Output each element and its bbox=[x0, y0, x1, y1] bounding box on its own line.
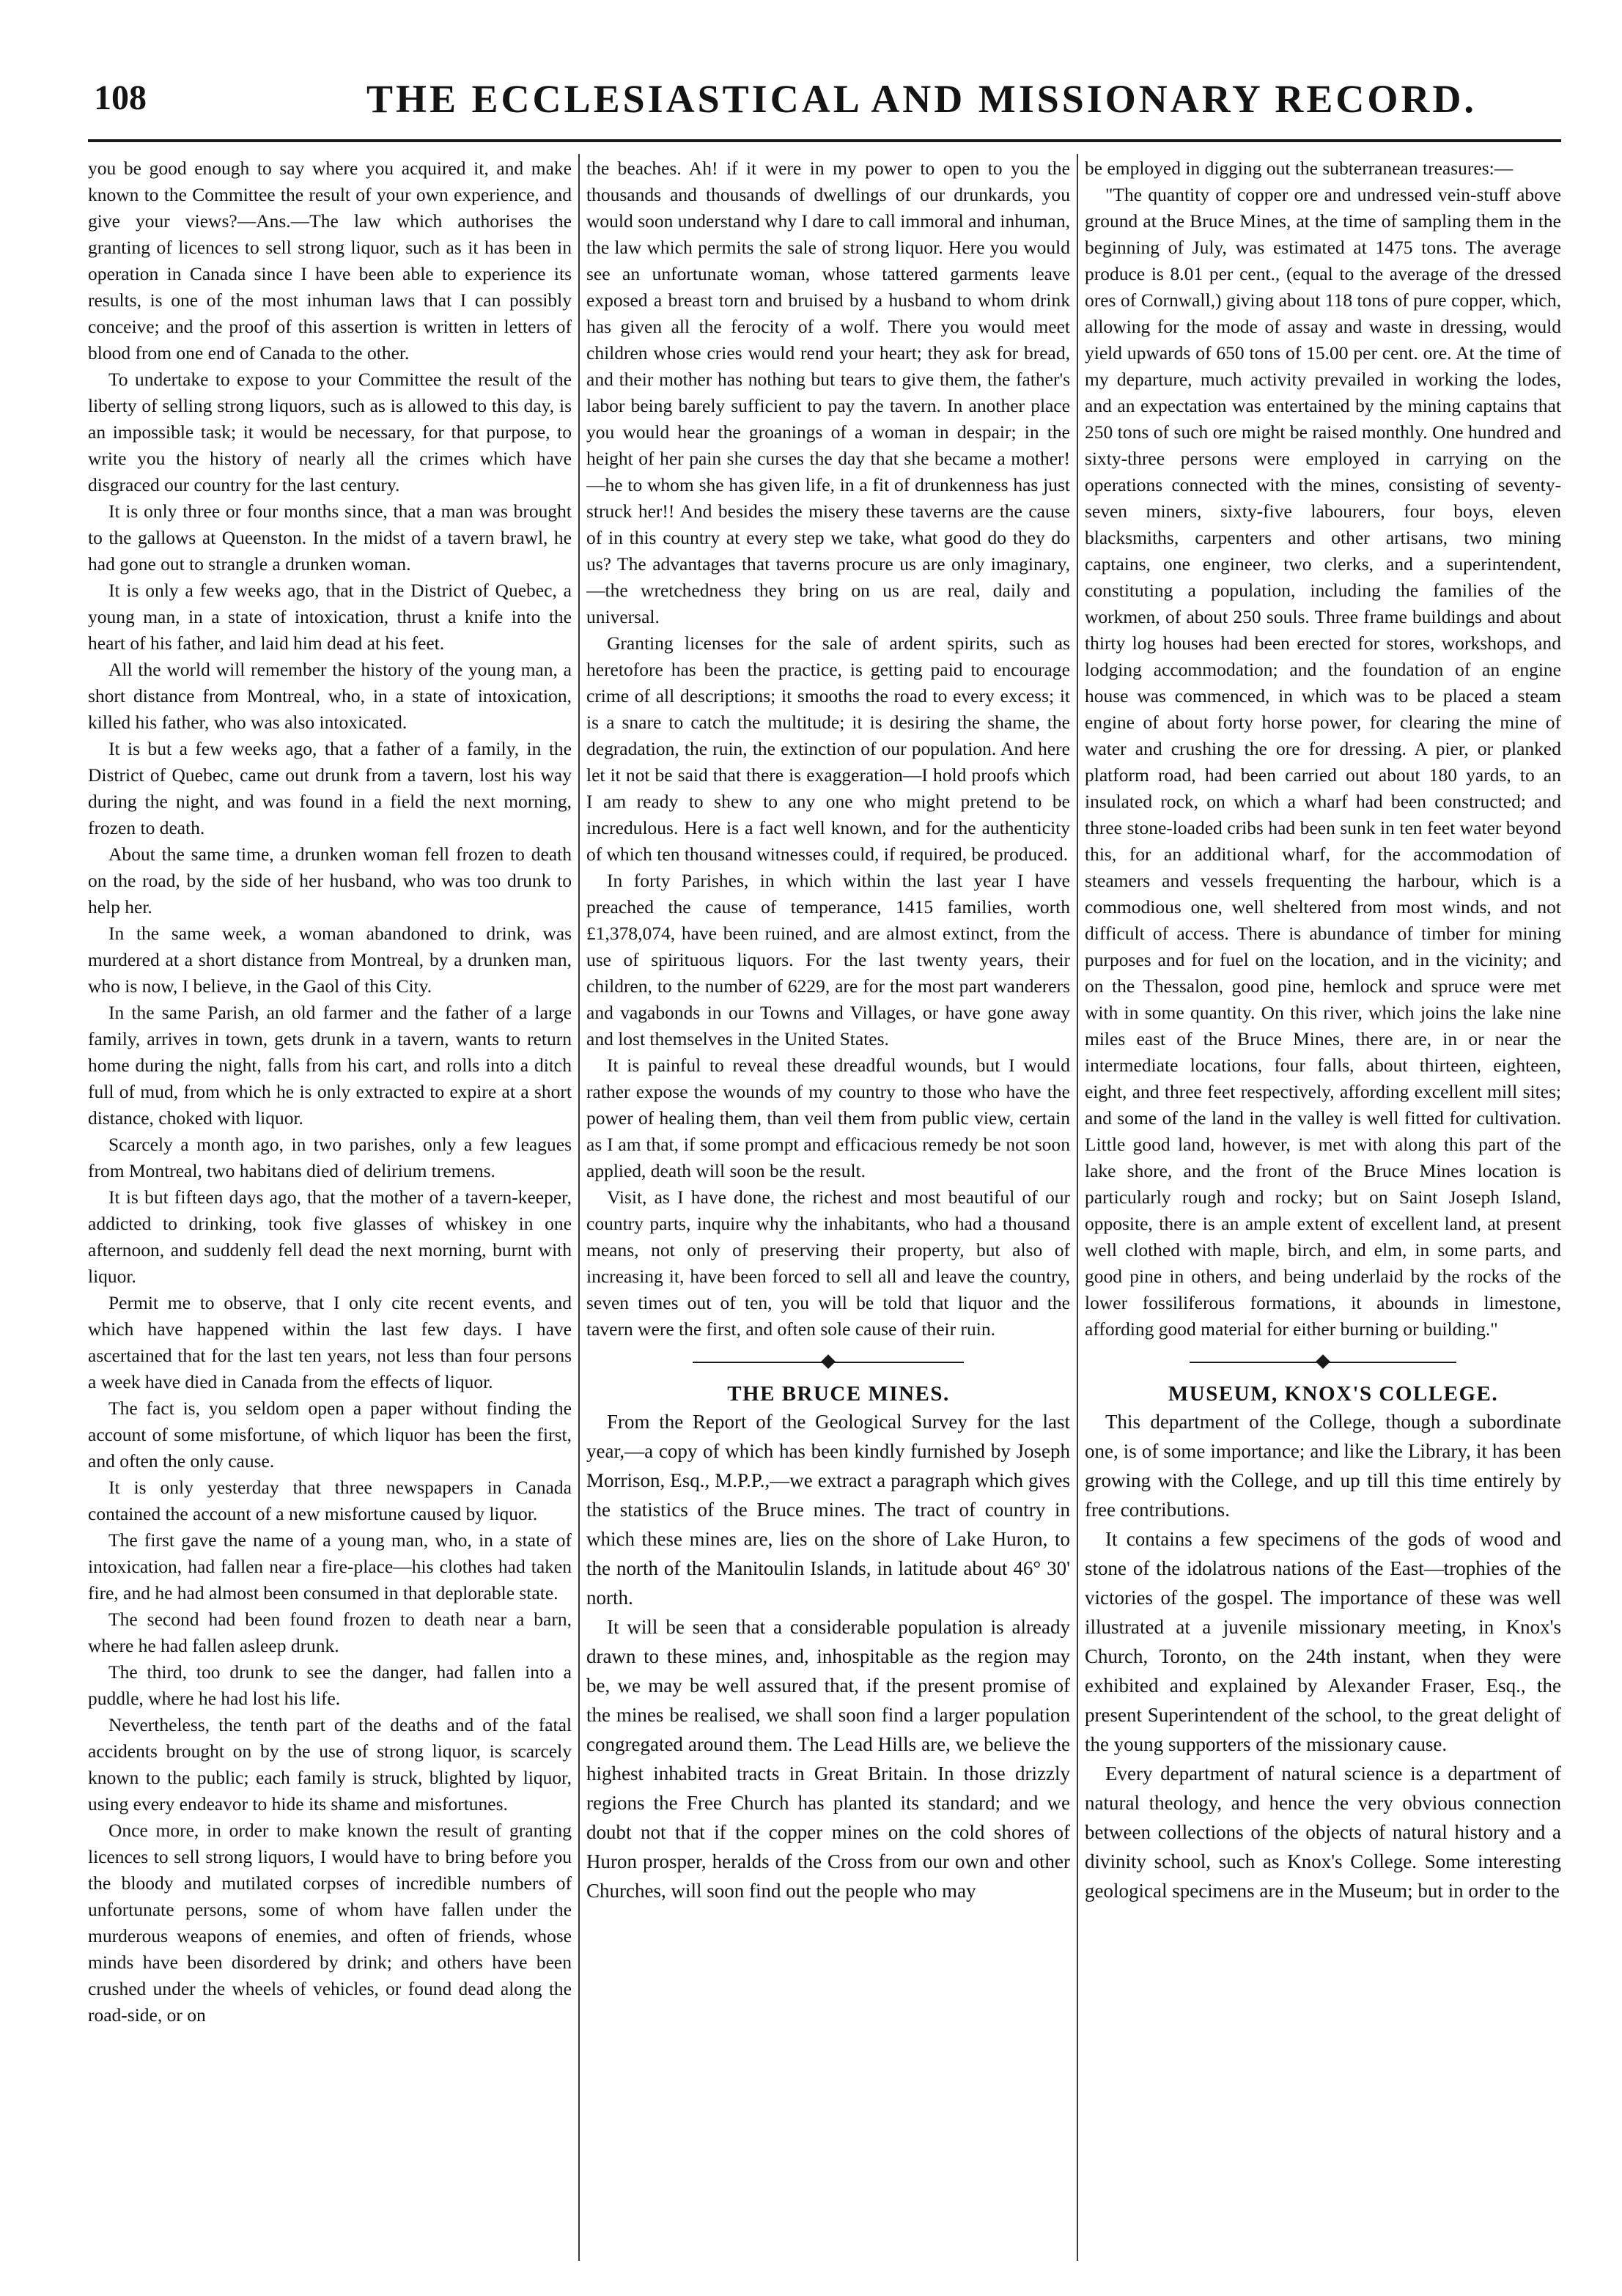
paragraph: Permit me to observe, that I only cite recent events, and which have happened within the last few days. I have ascertained that for the last ten years, not less than four persons a week have died in Canada from the effects of liquor. bbox=[88, 1292, 572, 1392]
paragraph: Every department of natural science is a department of natural theology, and hence the very obvious connection between collections of the objects of natural history and a divinity school, such as Knox's College. Some interesting geological specimens are in the Museum; but in order to the bbox=[1085, 1762, 1561, 1902]
paragraph: It will be seen that a considerable population is already drawn to these mines, and, inhospitable as the region may be, we may be well assured that, if the present promise of the mines be realised, we shall soon find a larger population congregated around them. The Lead Hills are, we believe the highest inhabited tracts in Great Britain. In those drizzly regions the Free Church has planted its standard; and we doubt not that if the copper mines on the cold shores of Huron prosper, heralds of the Cross from our own and other Churches, will soon find out the people who may bbox=[586, 1616, 1070, 1902]
paragraph: It is only three or four months since, that a man was brought to the gallows at Queenston. In the midst of a tavern brawl, he had gone out to strangle a drunken woman. bbox=[88, 501, 572, 575]
paragraph: The first gave the name of a young man, who, in a state of intoxication, had fallen near a fire-place—his clothes had taken fire, and he had almost been consumed in that deplorable state. bbox=[88, 1529, 572, 1603]
paragraph: It is but a few weeks ago, that a father of a family, in the District of Quebec, came out drunk from a tavern, lost his way during the night, and was found in a field the next morning, frozen to death. bbox=[88, 738, 572, 838]
paragraph: you be good enough to say where you acquired it, and make known to the Committee the result of your own experience, and give your views?—Ans.—The law which authorises the granting of licences to sell strong liquor, such as it has been in operation in Canada since I have been able to experience its results, is one of the most inhuman laws that I can possibly conceive; and the proof of this assertion is written in letters of blood from one end of Canada to the other. bbox=[88, 158, 572, 363]
paragraph: It is only a few weeks ago, that in the District of Quebec, a young man, in a state of intoxication, thrust a knife into the heart of his father, and laid him dead at his feet. bbox=[88, 580, 572, 654]
paragraph: This department of the College, though a subordinate one, is of some importance; and like the Library, it has been growing with the College, and up till this time entirely by free contributions. bbox=[1085, 1411, 1561, 1521]
paragraph: It is painful to reveal these dreadful wounds, but I would rather expose the wounds of my country to those who have the power of healing them, than veil them from public view, certain as I am that, if some prompt and efficacious remedy be not soon applied, death will soon be the result. bbox=[586, 1055, 1070, 1181]
paragraph: Once more, in order to make known the result of granting licences to sell strong liquors, I would have to bring before you the bloody and mutilated corpses of incredible numbers of unfortunate persons, some of whom have fallen under the murderous weapons of enemies, and often of friends, whose minds have been disordered by drink; and others have been crushed under the wheels of vehicles, or found dead along the road-side, or on bbox=[88, 1820, 572, 2026]
paragraph: be employed in digging out the subterranean treasures:— bbox=[1085, 158, 1514, 179]
column-divider-1 bbox=[578, 154, 580, 2261]
column-3 bbox=[1085, 155, 1561, 2259]
section-heading-museum: MUSEUM, KNOX'S COLLEGE. bbox=[1168, 1382, 1499, 1406]
section-ornament bbox=[586, 1353, 1070, 1372]
paragraph: In the same Parish, an old farmer and the father of a large family, arrives in town, gets drunk in a tavern, wants to return home during the night, falls from his cart, and rolls into a ditch full of mud, from which he is only extracted to expire at a short distance, choked with liquor. bbox=[88, 1002, 572, 1129]
column-2 bbox=[586, 155, 1070, 2259]
paragraph: The fact is, you seldom open a paper without finding the account of some misfortune, of which liquor has been the first, and often the only cause. bbox=[88, 1398, 572, 1472]
paragraph: the beaches. Ah! if it were in my power to open to you the thousands and thousands of dwellings of our drunkards, you would soon understand why I dare to call immoral and inhuman, the law which permits the sale of strong liquor. Here you would see an unfortunate woman, whose tattered garments leave exposed a breast torn and bruised by a husband to whom drink has given all the ferocity of a wolf. There you would meet children whose cries would rend your heart; they ask for bread, and their mother has nothing but tears to give them, the father's labor being barely sufficient to pay the tavern. In another place you would hear the groanings of a woman in despair; in the height of her pain she curses the day that she became a mother!—he to whom she has given life, in a fit of drunkenness has just struck her!! And besides the misery these taverns are the cause of in this country at every step we take, what good do they do us? The advantages that taverns procure us are only imaginary,—the wretchedness they bring on us are real, daily and universal. bbox=[586, 158, 1070, 627]
paragraph: From the Report of the Geological Survey for the last year,—a copy of which has been kindly furnished by Joseph Morrison, Esq., M.P.P.,—we extract a paragraph which gives the statistics of the Bruce mines. The tract of country in which these mines are, lies on the shore of Lake Huron, to the north of the Manitoulin Islands, in latitude about 46° 30' north. bbox=[586, 1411, 1070, 1609]
paragraph: Nevertheless, the tenth part of the deaths and of the fatal accidents brought on by the use of strong liquor, is scarcely known to the public; each family is struck, blighted by liquor, using every endeavor to hide its shame and misfortunes. bbox=[88, 1714, 572, 1815]
paragraph: It is only yesterday that three newspapers in Canada contained the account of a new misfortune caused by liquor. bbox=[88, 1477, 572, 1524]
ornament-diamond bbox=[821, 1354, 836, 1369]
paragraph: It is but fifteen days ago, that the mother of a tavern-keeper, addicted to drinking, took five glasses of whiskey in one afternoon, and suddenly fell dead the next morning, burnt with liquor. bbox=[88, 1186, 572, 1287]
section-heading-bruce-mines: THE BRUCE MINES. bbox=[727, 1382, 950, 1406]
paragraph: The third, too drunk to see the danger, had fallen into a puddle, where he had lost his life. bbox=[88, 1661, 572, 1709]
section-ornament bbox=[1085, 1353, 1561, 1372]
paragraph: About the same time, a drunken woman fell frozen to death on the road, by the side of her husband, who was too drunk to help her. bbox=[88, 844, 572, 918]
column-divider-2 bbox=[1077, 154, 1078, 2261]
running-title: THE ECCLESIASTICAL AND MISSIONARY RECORD. bbox=[366, 77, 1477, 121]
paragraph: Visit, as I have done, the richest and most beautiful of our country parts, inquire why the inhabitants, who had a thousand means, not only of preserving their property, but also of increasing it, have been forced to sell all and leave the country, seven times out of ten, you will be told that liquor and the tavern were the first, and often sole cause of their ruin. bbox=[586, 1186, 1070, 1340]
header-rule bbox=[88, 139, 1561, 142]
paragraph: In the same week, a woman abandoned to drink, was murdered at a short distance from Montreal, by a drunken man, who is now, I believe, in the Gaol of this City. bbox=[88, 923, 572, 997]
paragraph: "The quantity of copper ore and undressed vein-stuff above ground at the Bruce Mines, at the time of sampling them in the beginning of July, was estimated at 1475 tons. The average produce is 8.01 per cent., (equal to the average of the dressed ores of Cornwall,) giving about 118 tons of pure copper, which, allowing for the mode of assay and waste in dressing, would yield upwards of 650 tons of 15.00 per cent. ore. At the time of my departure, much activity prevailed in working the lodes, and an expectation was entertained by the mining captains that 250 tons of such ore might be raised monthly. One hundred and sixty-three persons were employed in carrying on the operations connected with the mines, consisting of seventy-seven miners, sixty-five labourers, four boys, eleven blacksmiths, carpenters and other artisans, two mining captains, one engineer, two clerks, and a superintendent, constituting a population, including the families of the workmen, of about 250 souls. Three frame buildings and about thirty log houses had been erected for stores, workshops, and lodging accommodation; and the foundation of an engine house was commenced, in which was to be placed a steam engine of about forty horse power, for clearing the mine of water and crushing the ore for dressing. A pier, or planked platform road, had been carried out about 180 yards, to an insulated rock, on which a wharf had been constructed; and three stone-loaded cribs had been sunk in ten feet water beyond this, for an additional wharf, for the accommodation of steamers and vessels frequenting the harbour, which is a commodious one, well sheltered from most winds, and not difficult of access. There is abundance of timber for mining purposes and for fuel on the location, and in the vicinity; and on the Thessalon, good pine, hemlock and spruce were met with in some quantity. On this river, which joins the lake nine miles east of the Bruce Mines, there are, in or near the intermediate locations, four falls, about thirteen, eighteen, eight, and three feet respectively, affording excellent mill sites; and some of the land in the valley is well fitted for cultivation. Little good land, however, is met with along this part of the lake shore, and the front of the Bruce Mines location is particularly rough and rocky; but on Saint Joseph Island, opposite, there is an ample extent of excellent land, at present well clothed with maple, birch, and elm, in some parts, and good pine in others, and being underlaid by the rocks of the lower fossiliferous formations, it abounds in limestone, affording good material for either burning or building." bbox=[1085, 184, 1561, 1340]
paragraph: The second had been found frozen to death near a barn, where he had fallen asleep drunk. bbox=[88, 1609, 572, 1656]
paragraph: All the world will remember the history of the young man, a short distance from Montreal, who, in a state of intoxication, killed his father, who was also intoxicated. bbox=[88, 659, 572, 733]
paragraph: Scarcely a month ago, in two parishes, only a few leagues from Montreal, two habitans died of delirium tremens. bbox=[88, 1134, 572, 1181]
paragraph: It contains a few specimens of the gods of wood and stone of the idolatrous nations of the East—trophies of the victories of the gospel. The importance of these was well illustrated at a juvenile missionary meeting, in Knox's Church, Toronto, on the 24th instant, when they were exhibited and explained by Alexander Fraser, Esq., the present Superintendent of the school, to the great delight of the young supporters of the missionary cause. bbox=[1085, 1528, 1561, 1755]
paragraph: In forty Parishes, in which within the last year I have preached the cause of temperance, 1415 families, worth £1,378,074, have been ruined, and are almost extinct, from the use of spirituous liquors. For the last twenty years, their children, to the number of 6229, are for the most part wanderers and vagabonds in our Towns and Villages, or have gone away and lost themselves in the United States. bbox=[586, 870, 1070, 1049]
paragraph: To undertake to expose to your Committee the result of the liberty of selling strong liquors, such as is allowed to this day, is an impossible task; it would be necessary, for that purpose, to write you the history of nearly all the crimes which have disgraced our country for the last century. bbox=[88, 369, 572, 495]
page-number: 108 bbox=[94, 78, 147, 117]
paragraph: Granting licenses for the sale of ardent spirits, such as heretofore has been the practice, is getting paid to encourage crime of all descriptions; it smooths the road to every excess; it is a snare to catch the multitude; it is desiring the shame, the degradation, the ruin, the extinction of our population. And here let it not be said that there is exaggeration—I hold proofs which I am ready to shew to any one who might pretend to be incredulous. Here is a fact well known, and for the authenticity of which ten thousand witnesses could, if required, be produced. bbox=[586, 632, 1070, 865]
ornament-diamond bbox=[1316, 1354, 1330, 1369]
column-1 bbox=[88, 155, 572, 2259]
